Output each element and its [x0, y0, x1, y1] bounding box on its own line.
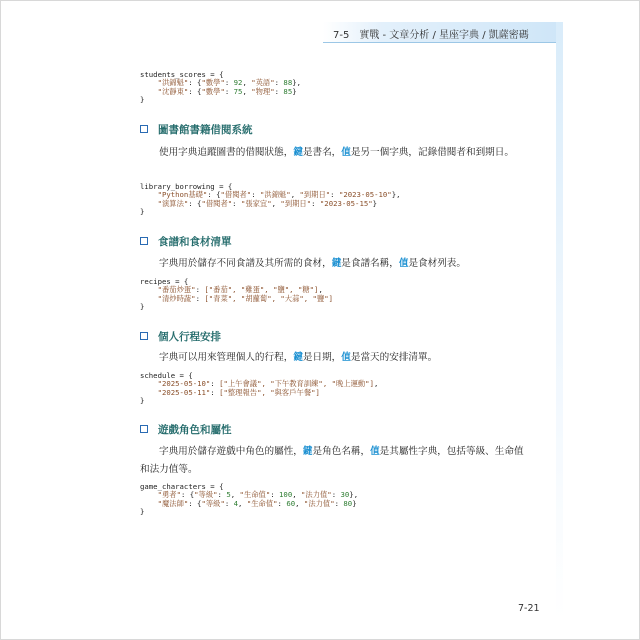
code-key: "2025-05-10" — [157, 379, 211, 389]
code-attr: "生命值" — [246, 498, 278, 508]
keyword-key: 鍵 — [293, 147, 303, 158]
section-title: 食譜和食材清單 — [158, 235, 232, 248]
code-attr: "生命值" — [239, 490, 271, 500]
code-value: ["上午會議", "下午教育訓練", "晚上運動"] — [219, 379, 374, 389]
keyword-key: 鍵 — [331, 258, 342, 269]
paragraph-recipes — [140, 255, 525, 273]
section-heading-recipes — [140, 233, 232, 249]
code-attr: "法力值" — [301, 490, 332, 500]
paragraph-text: 是書名， — [302, 147, 342, 158]
code-attr: "物理" — [251, 86, 275, 96]
code-value: "2023-05-15" — [319, 198, 373, 208]
paragraph-text: 是當天的安排清單。 — [350, 352, 438, 363]
code-attr: "等級" — [194, 490, 218, 500]
paragraph-text: 字典可以用來管理個人的行程， — [159, 352, 294, 363]
code-key: "勇者" — [157, 490, 181, 500]
code-line: recipes = { — [140, 277, 189, 286]
code-block-recipes: recipes = { "番茄炒蛋": ["番茄", "雞蛋", "鹽", "糖"], "清炒時蔬": ["青菜", "胡蘿蔔", "大蒜", "鹽"] } — [140, 277, 334, 312]
code-key: "沈靜東" — [157, 86, 189, 96]
code-attr: "數學" — [201, 78, 225, 88]
code-value: 60 — [286, 498, 296, 508]
keyword-key: 鍵 — [302, 446, 313, 457]
paragraph-text: 是其屬性字典，包括等級、生命值和法力值等。 — [140, 446, 524, 475]
paragraph-library — [140, 144, 525, 162]
code-value: ["番茄", "雞蛋", "鹽", "糖"] — [204, 285, 319, 295]
code-value: 85 — [283, 86, 293, 96]
code-value: 75 — [233, 86, 243, 96]
code-line: schedule = { — [140, 371, 193, 380]
code-attr: "等級" — [201, 498, 225, 508]
code-value: 30 — [340, 490, 350, 500]
code-line: } — [140, 95, 145, 105]
paragraph-text: 是日期， — [302, 352, 342, 363]
section-heading-game — [140, 421, 232, 437]
code-block-game: game_characters = { "勇者": {"等級": 5, "生命值": 100, "法力值": 30}, "魔法師": {"等級": 4, "生命值": 60, "法力值": 80} } — [140, 482, 359, 517]
paragraph-text: 字典用於儲存不同食譜及其所需的食材， — [159, 258, 332, 269]
code-value: 88 — [283, 78, 293, 88]
code-attr: "數學" — [201, 86, 225, 96]
checkbox-square-icon — [140, 425, 148, 433]
code-key: "2025-05-11" — [157, 387, 211, 397]
checkbox-square-icon — [140, 237, 148, 245]
code-attr: "到期日" — [280, 198, 312, 208]
section-title: 遊戲角色和屬性 — [158, 423, 232, 436]
keyword-value: 值 — [341, 352, 351, 363]
code-value: "張家宜" — [240, 198, 272, 208]
paragraph-schedule — [140, 349, 525, 367]
paragraph-game — [140, 443, 525, 479]
code-key: "番茄炒蛋" — [157, 285, 196, 295]
code-value: 100 — [279, 490, 293, 500]
code-block-schedule: schedule = { "2025-05-10": ["上午會議", "下午教育訓練", "晚上運動"], "2025-05-11": ["整理報告", "與客戶午餐"] } — [140, 371, 379, 406]
paragraph-text: 使用字典追蹤圖書的借閱狀態， — [159, 147, 294, 158]
code-value: "2023-05-10" — [338, 190, 392, 200]
side-band — [556, 22, 563, 620]
code-line: } — [140, 207, 145, 217]
section-heading-library — [140, 121, 253, 137]
section-title: 個人行程安排 — [158, 330, 221, 343]
code-value: 92 — [233, 78, 243, 88]
page-header-title: 7-5 實戰 - 文章分析 / 星座字典 / 凱薩密碼 — [333, 30, 529, 41]
code-key: "魔法師" — [157, 498, 189, 508]
code-key: "洪錦魁" — [157, 78, 189, 88]
keyword-value: 值 — [341, 147, 351, 158]
checkbox-square-icon — [140, 125, 148, 133]
paragraph-text: 是另一個字典，記錄借閱者和到期日。 — [350, 147, 514, 158]
keyword-key: 鍵 — [293, 352, 303, 363]
code-attr: "借閱者" — [201, 198, 233, 208]
code-block-library: library_borrowing = { "Python基礎": {"借閱者": "洪錦魁", "到期日": "2023-05-10"}, "演算法": {"借閱者": "張家宜", "到期日": "2023-05-15"} } — [140, 182, 401, 217]
code-line: students_scores = { — [140, 70, 224, 79]
code-value: 80 — [343, 498, 353, 508]
code-value: 5 — [226, 490, 231, 500]
code-attr: "借閱者" — [220, 190, 252, 200]
code-attr: "法力值" — [303, 498, 335, 508]
code-value: 4 — [233, 498, 239, 508]
page-number: 7-21 — [518, 603, 540, 614]
code-key: "Python基礎" — [157, 190, 208, 200]
code-value: "洪錦魁" — [260, 190, 291, 200]
section-title: 圖書館書籍借閱系統 — [158, 123, 253, 136]
paragraph-text: 是食材列表。 — [408, 258, 466, 269]
code-attr: "英語" — [251, 78, 275, 88]
code-value: ["青菜", "胡蘿蔔", "大蒜", "鹽"] — [204, 293, 334, 303]
code-key: "演算法" — [157, 198, 189, 208]
paragraph-text: 是角色名稱， — [312, 446, 371, 457]
code-attr: "到期日" — [299, 190, 331, 200]
code-key: "清炒時蔬" — [157, 293, 196, 303]
code-line: game_characters = { — [140, 482, 224, 491]
code-block-students-scores: students_scores = { "洪錦魁": {"數學": 92, "英語": 88}, "沈靜東": {"數學": 75, "物理": 85} } — [140, 70, 302, 105]
paragraph-text: 是食譜名稱， — [341, 258, 399, 269]
code-value: ["整理報告", "與客戶午餐"] — [219, 387, 320, 397]
section-heading-schedule — [140, 328, 221, 344]
checkbox-square-icon — [140, 332, 148, 340]
paragraph-text: 字典用於儲存遊戲中角色的屬性， — [159, 446, 303, 457]
header-rule — [323, 42, 556, 43]
code-line: } — [140, 507, 145, 517]
code-line: } — [140, 302, 145, 312]
code-line: } — [140, 396, 145, 406]
keyword-value: 值 — [370, 446, 380, 457]
keyword-value: 值 — [398, 258, 409, 269]
code-line: library_borrowing = { — [140, 182, 233, 191]
